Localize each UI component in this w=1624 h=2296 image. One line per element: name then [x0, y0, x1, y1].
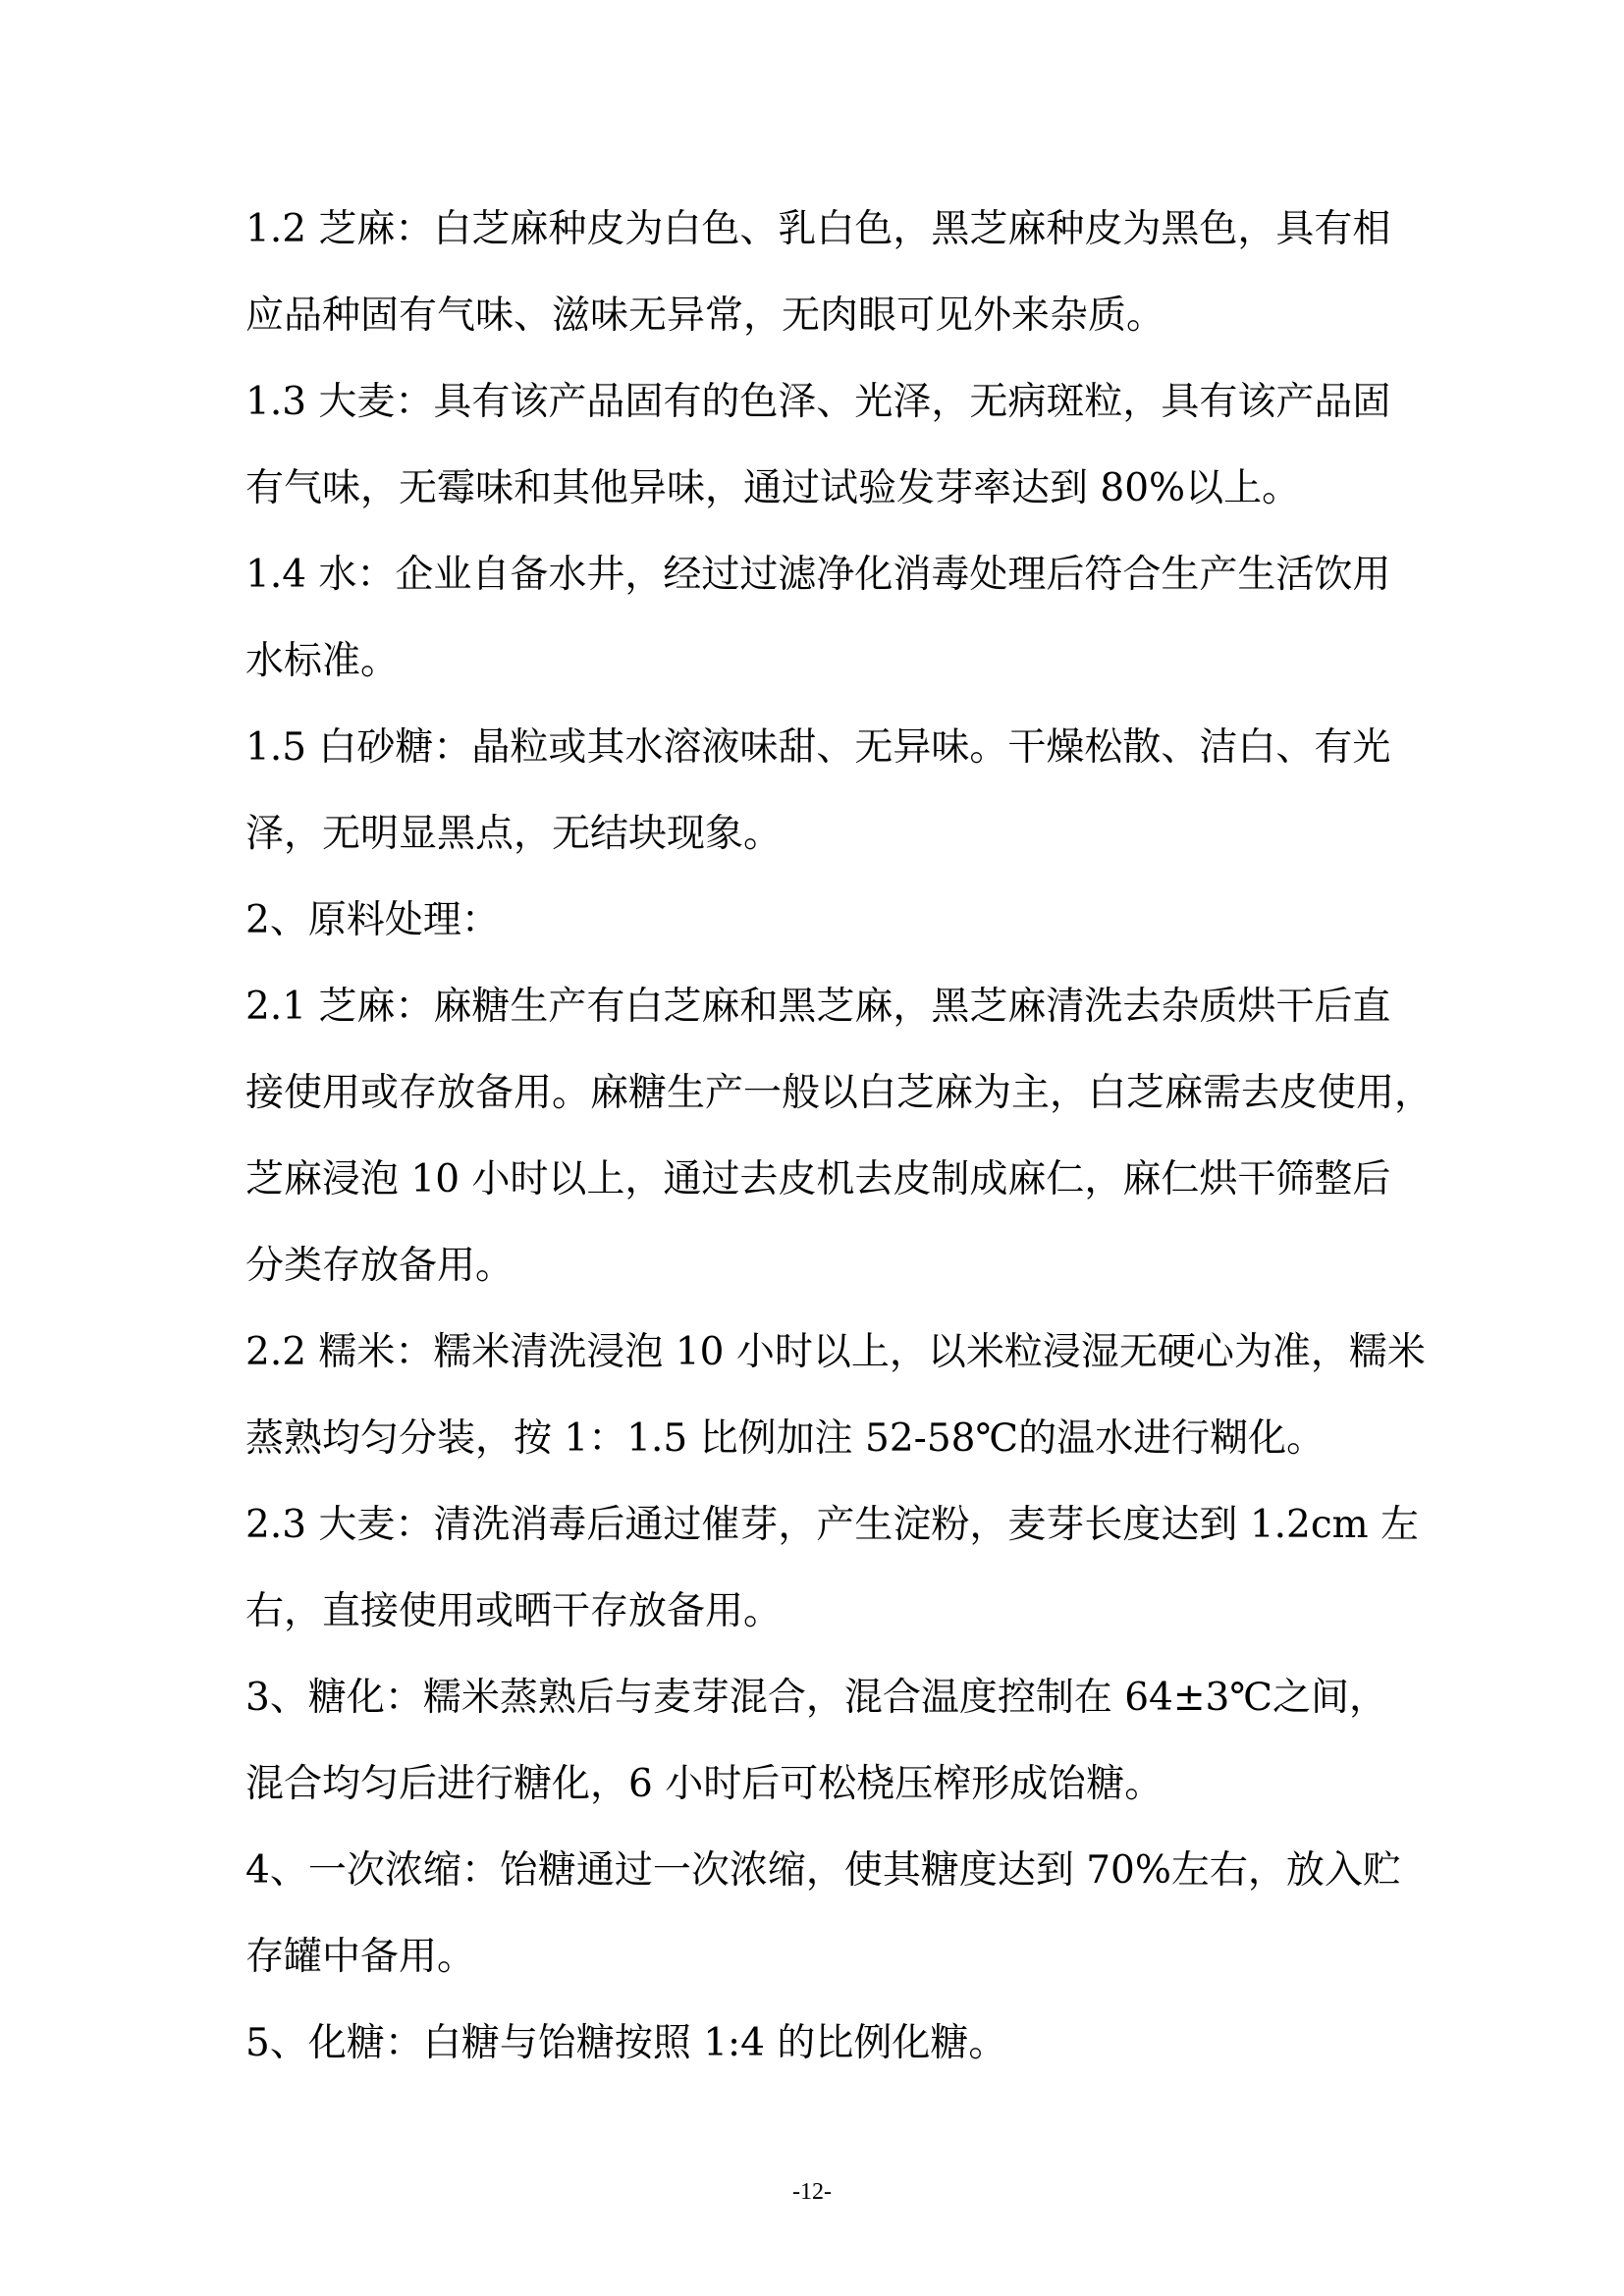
text-line: 水标准。 [245, 639, 400, 683]
text-line: 2.2 糯米：糯米清洗浸泡 10 小时以上，以米粒浸湿无硬心为准，糯米 [245, 1330, 1426, 1374]
text-line: 接使用或存放备用。麻糖生产一般以白芝麻为主，白芝麻需去皮使用， [245, 1071, 1434, 1115]
text-line: 2.3 大麦：清洗消毒后通过催芽，产生淀粉，麦芽长度达到 1.2cm 左 [245, 1503, 1420, 1547]
text-line: 1.5 白砂糖：晶粒或其水溶液味甜、无异味。干燥松散、洁白、有光 [245, 725, 1391, 770]
text-line: 分类存放备用。 [245, 1244, 514, 1288]
text-line: 1.2 芝麻：白芝麻种皮为白色、乳白色，黑芝麻种皮为黑色，具有相 [245, 207, 1391, 251]
document-body [245, 187, 1434, 2087]
paragraph-2-2-glutinous-rice [245, 1309, 1426, 1482]
text-line: 4、一次浓缩：饴糖通过一次浓缩，使其糖度达到 70%左右，放入贮 [245, 1848, 1401, 1893]
text-line: 泽，无明显黑点，无结块现象。 [245, 812, 783, 856]
text-line: 右，直接使用或晒干存放备用。 [245, 1589, 783, 1633]
paragraph-1-2-sesame [245, 187, 1391, 359]
text-line: 1.3 大麦：具有该产品固有的色泽、光泽，无病斑粒，具有该产品固 [245, 380, 1391, 424]
paragraph-5-sugar-melting [245, 2001, 1384, 2087]
text-line: 2.1 芝麻：麻糖生产有白芝麻和黑芝麻，黑芝麻清洗去杂质烘干后直 [245, 985, 1391, 1029]
page-number: -12- [792, 2179, 832, 2205]
text-line: 1.4 水：企业自备水井，经过过滤净化消毒处理后符合生产生活饮用 [245, 553, 1391, 597]
paragraph-1-5-sugar [245, 705, 1391, 878]
text-line: 蒸熟均匀分装，按 1：1.5 比例加注 52-58℃的温水进行糊化。 [245, 1416, 1326, 1461]
text-line: 2、原料处理： [245, 898, 500, 942]
paragraph-1-4-water [245, 532, 1391, 705]
text-line: 应品种固有气味、滋味无异常，无肉眼可见外来杂质。 [245, 294, 1165, 338]
text-line: 芝麻浸泡 10 小时以上，通过去皮机去皮制成麻仁，麻仁烘干筛整后 [245, 1157, 1391, 1201]
text-line: 5、化糖：白糖与饴糖按照 1:4 的比例化糖。 [245, 2021, 1007, 2065]
text-line: 混合均匀后进行糖化，6 小时后可松桡压榨形成饴糖。 [245, 1762, 1164, 1806]
paragraph-3-saccharification [245, 1655, 1387, 1828]
text-line: 3、糖化：糯米蒸熟后与麦芽混合，混合温度控制在 64±3℃之间， [245, 1676, 1387, 1720]
text-line: 存罐中备用。 [245, 1935, 476, 1979]
section-heading-2 [245, 878, 1384, 964]
paragraph-4-concentration [245, 1828, 1401, 2001]
paragraph-2-3-barley [245, 1482, 1420, 1655]
text-line: 有气味，无霉味和其他异味，通过试验发芽率达到 80%以上。 [245, 466, 1301, 510]
paragraph-2-1-sesame [245, 964, 1434, 1309]
paragraph-1-3-barley [245, 359, 1391, 532]
